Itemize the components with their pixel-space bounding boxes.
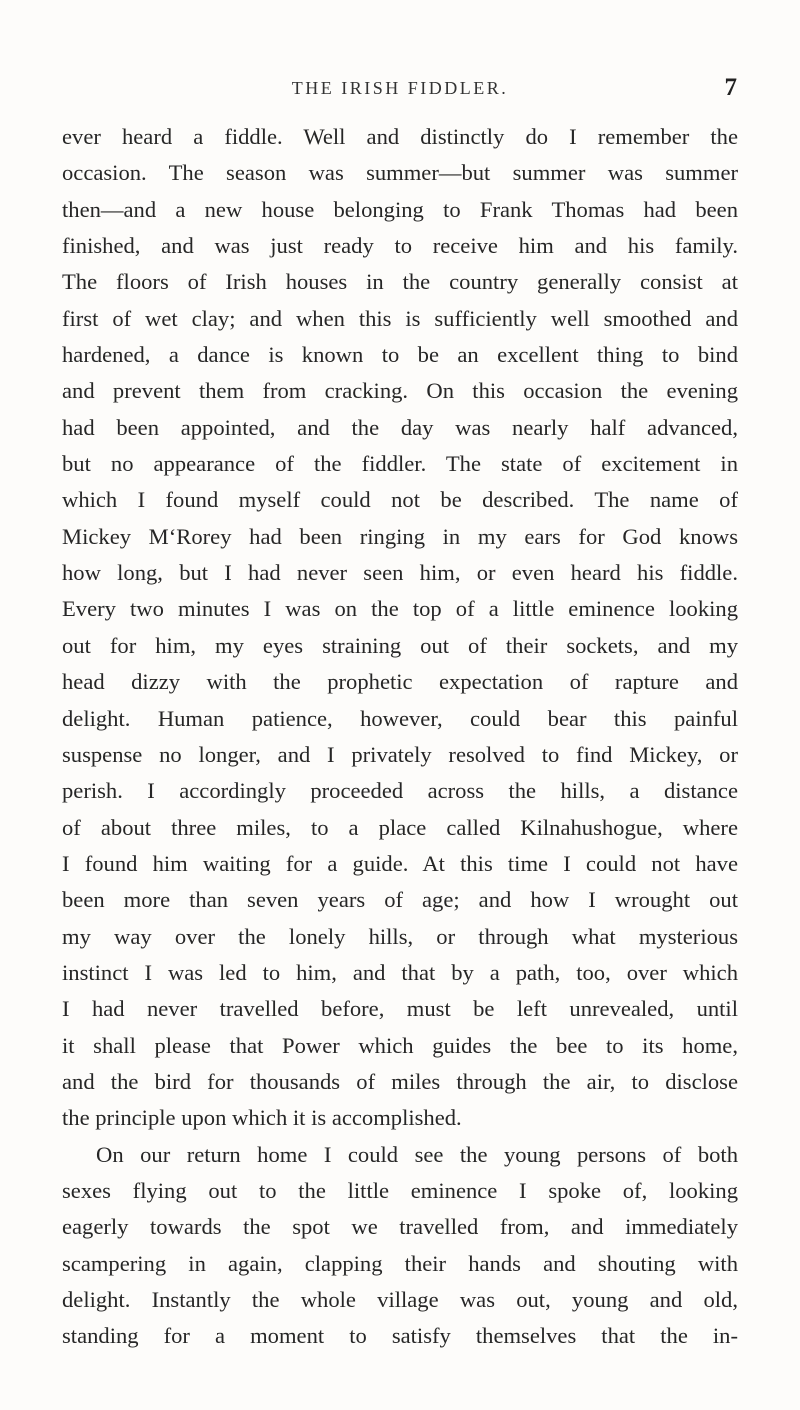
text-line: had been appointed, and the day was nearly half advanced,	[62, 414, 738, 440]
running-title: THE IRISH FIDDLER.	[291, 78, 509, 98]
text-line: Every two minutes I was on the top of a little eminence looking	[62, 596, 738, 622]
running-head	[0, 76, 800, 100]
text-line: and prevent them from cracking. On this occasion the evening	[62, 378, 738, 404]
text-line: it shall please that Power which guides the bee to its home,	[62, 1032, 738, 1058]
text-line: how long, but I had never seen him, or even heard his fiddle.	[62, 560, 738, 586]
text-line: then—and a new house belonging to Frank Thomas had been	[62, 196, 738, 222]
text-line: eagerly towards the spot we travelled from, and immediately	[62, 1214, 738, 1240]
text-line: of about three miles, to a place called Kilnahushogue, where	[62, 814, 738, 840]
text-line: head dizzy with the prophetic expectation of rapture and	[62, 669, 738, 695]
text-line: I had never travelled before, must be left unrevealed, until	[62, 996, 738, 1022]
text-line: occasion. The season was summer—but summer was summer	[62, 160, 738, 186]
text-line: delight. Human patience, however, could bear this painful	[62, 705, 738, 731]
body-text	[62, 119, 738, 1355]
text-line: Mickey M‘Rorey had been ringing in my ears for God knows	[62, 523, 738, 549]
text-line: my way over the lonely hills, or through what mysterious	[62, 923, 738, 949]
text-line: but no appearance of the fiddler. The state of excitement in	[62, 451, 738, 477]
text-line: the principle upon which it is accomplished.	[62, 1105, 462, 1131]
text-line: finished, and was just ready to receive him and his family.	[62, 233, 738, 259]
text-line: I found him waiting for a guide. At this time I could not have	[62, 850, 738, 876]
page-number: 7	[724, 74, 737, 101]
text-line: scampering in again, clapping their hands and shouting with	[62, 1250, 738, 1276]
text-line: first of wet clay; and when this is sufficiently well smoothed and	[62, 305, 738, 331]
text-line: ever heard a fiddle. Well and distinctly do I remember the	[62, 124, 738, 149]
text-line: hardened, a dance is known to be an excellent thing to bind	[62, 342, 738, 368]
text-line: standing for a moment to satisfy themselves that the in-	[62, 1323, 738, 1349]
text-line: On our return home I could see the young persons of both	[96, 1141, 738, 1167]
text-line: been more than seven years of age; and how I wrought out	[62, 887, 738, 913]
text-line: sexes flying out to the little eminence I spoke of, looking	[62, 1177, 738, 1203]
text-line: suspense no longer, and I privately resolved to find Mickey, or	[62, 741, 738, 767]
text-line: perish. I accordingly proceeded across the hills, a distance	[62, 778, 738, 804]
text-line: instinct I was led to him, and that by a path, too, over which	[62, 959, 738, 985]
text-line: The floors of Irish houses in the country generally consist at	[62, 269, 738, 295]
text-line: and the bird for thousands of miles through the air, to disclose	[62, 1068, 738, 1094]
text-line: delight. Instantly the whole village was out, young and old,	[62, 1287, 738, 1312]
text-line: out for him, my eyes straining out of their sockets, and my	[62, 632, 738, 658]
text-line: which I found myself could not be described. The name of	[62, 487, 738, 513]
